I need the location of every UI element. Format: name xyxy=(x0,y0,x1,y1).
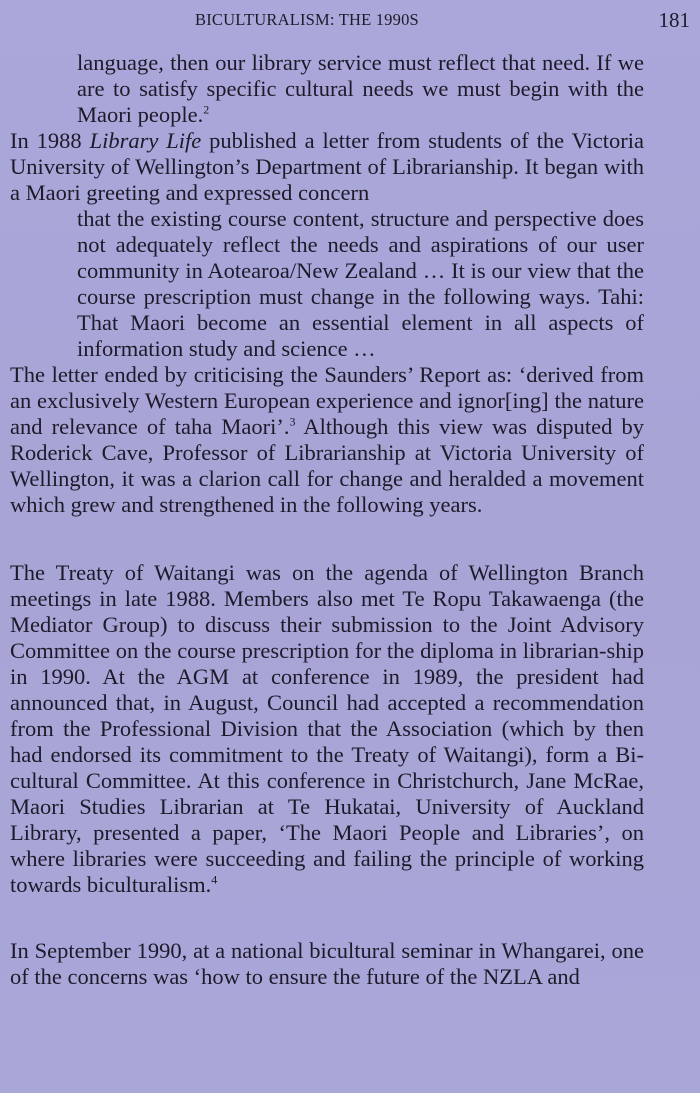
running-head: BICULTURALISM: THE 1990S xyxy=(195,10,419,29)
page-header xyxy=(0,10,700,34)
p2-before: In 1988 xyxy=(10,128,90,153)
section-gap-2 xyxy=(10,898,644,938)
p4-text-1: The letter ended by criticising the Saunders’ Report as: ‘derived from an exclusively Western European experience and ignor[ing] the nature and relevance of taha Maori’. xyxy=(10,362,644,439)
p6-text: In September 1990, at a national bicultural seminar in Whangarei, one of the concerns was ‘how to ensure the future of the NZLA and xyxy=(10,938,644,989)
page-number: 181 xyxy=(658,8,690,32)
p5-text: The Treaty of Waitangi was on the agenda of Wellington Branch meetings in late 1988. Members also met Te Ropu Takawaenga (the Mediator Group) to discuss their submission to the Joint Advisory Committee on the course prescription for the diploma in librarian-ship in 1990. At the AGM at conference in 1989, the president had announced that, in August, Council had accepted a recommendation from the Professional Division that the Association (which by then had endorsed its commitment to the Treaty of Waitangi), form a Bi-cultural Committee. At this conference in Christchurch, Jane McRae, Maori Studies Librarian at Te Hukatai, University of Auckland Library, presented a paper, ‘The Maori People and Libraries’, on where libraries were succeeding and failing the principle of working towards biculturalism. xyxy=(10,560,644,897)
quote-paragraph-1 xyxy=(77,50,644,128)
paragraph-library-life xyxy=(10,128,644,206)
p4-text-2: Although this view was disputed by Roderick Cave, Professor of Librarianship at Victoria University of Wellington, it was a clarion call for change and heralded a movement which grew and strengthened in the following years. xyxy=(10,414,644,517)
quote-2-text: that the existing course content, structure and perspective does not adequately reflect the needs and aspirations of our user community in Aotearoa/New Zealand … It is our view that the course prescription must change in the following ways. Tahi: That Maori become an essential element in all aspects of information study and science … xyxy=(77,206,644,361)
quote-paragraph-2 xyxy=(77,206,644,362)
p2-after: published a letter from students of the Victoria University of Wellington’s Department of Librarianship. It began with a Maori greeting and expressed concern xyxy=(10,128,644,205)
footnote-ref-4: 4 xyxy=(211,872,218,887)
quote-1-text: language, then our library service must reflect that need. If we are to satisfy specific cultural needs we must begin with the Maori people. xyxy=(77,50,644,127)
paragraph-treaty-of-waitangi xyxy=(10,560,644,898)
section-gap-1 xyxy=(10,518,644,560)
paragraph-letter-ended xyxy=(10,362,644,518)
body-text xyxy=(10,50,644,990)
footnote-ref-3: 3 xyxy=(289,414,296,429)
journal-title-library-life: Library Life xyxy=(89,128,202,153)
paragraph-september-1990 xyxy=(10,938,644,990)
footnote-ref-2: 2 xyxy=(203,102,210,117)
